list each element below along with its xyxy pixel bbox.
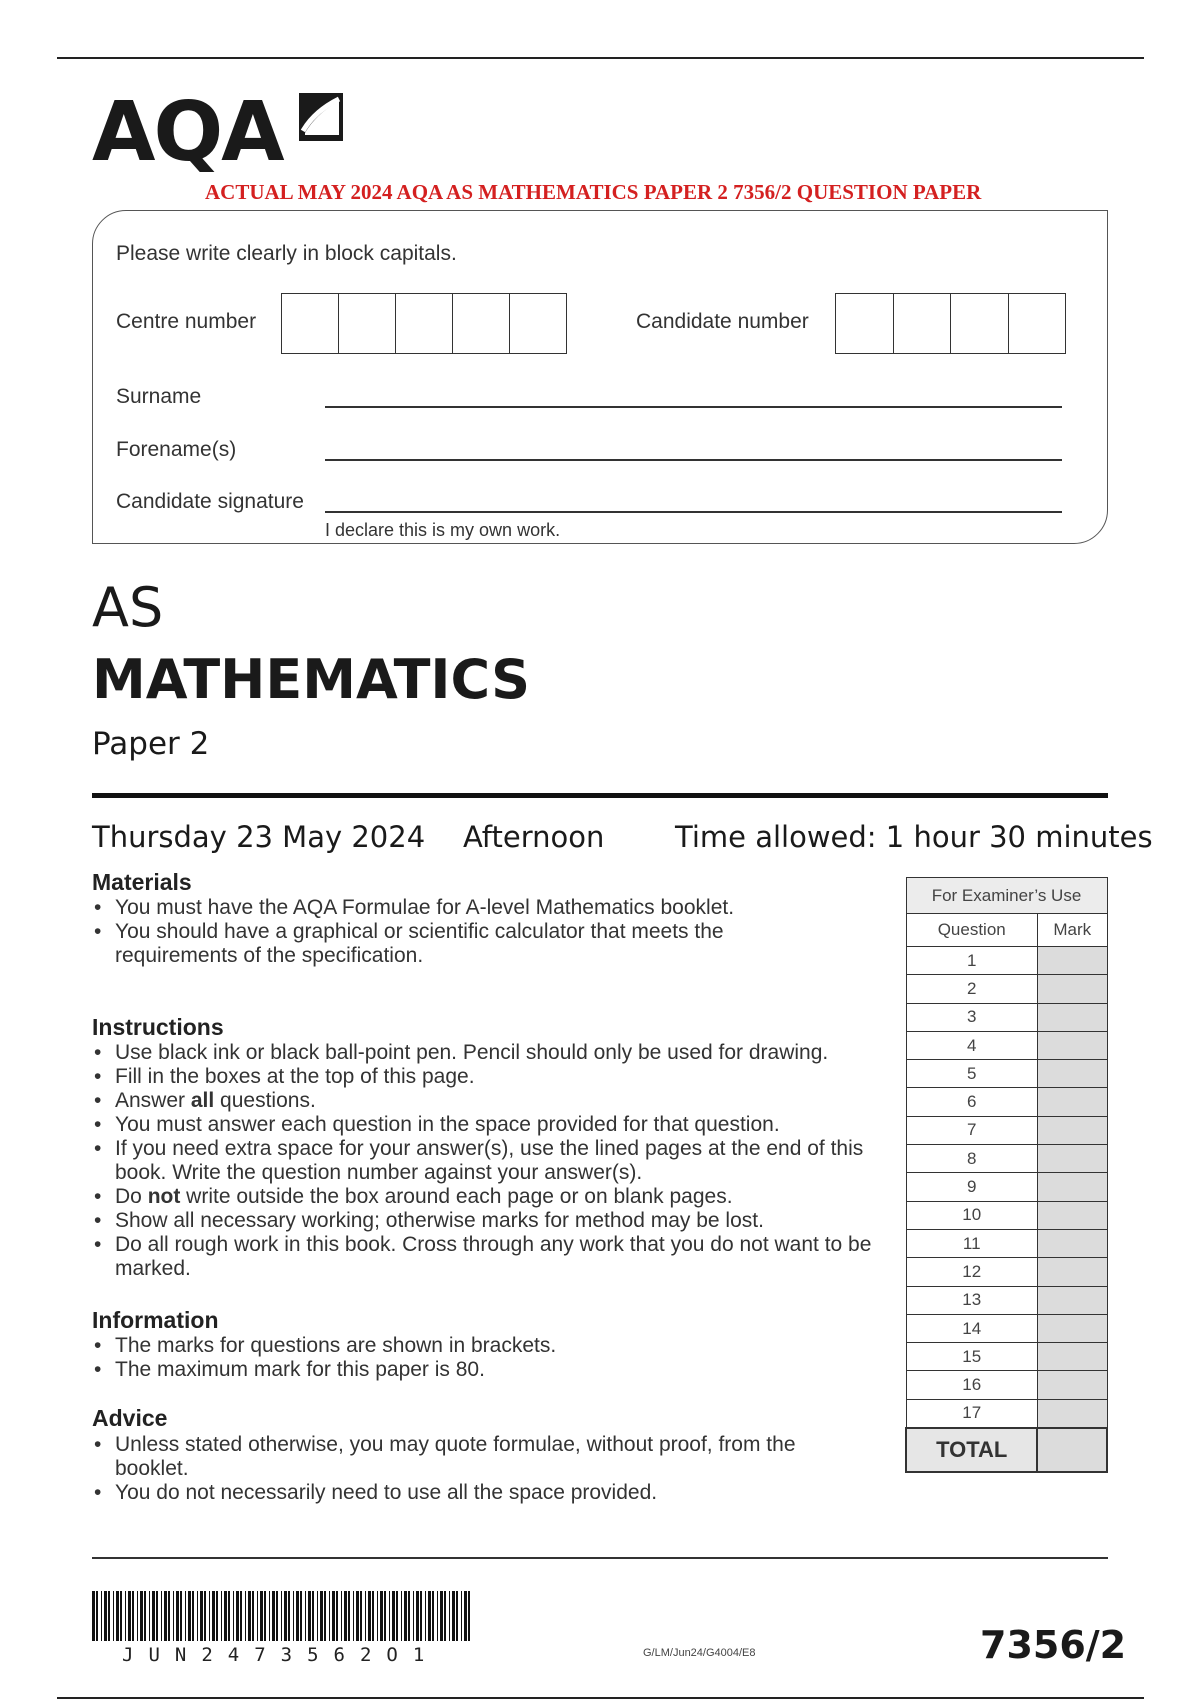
- exam-session: Afternoon: [463, 820, 605, 854]
- barcode-bar: [444, 1591, 446, 1641]
- barcode-bar: [284, 1591, 287, 1641]
- table-row: [906, 975, 1107, 1003]
- centre-digit-box[interactable]: [396, 294, 453, 353]
- mark-cell: [1037, 1286, 1107, 1314]
- candidate-number-label: Candidate number: [636, 310, 809, 333]
- candidate-number-boxes[interactable]: [835, 293, 1066, 354]
- question-number-cell: 16: [906, 1371, 1037, 1399]
- signature-label: Candidate signature: [116, 490, 304, 513]
- barcode-bar: [252, 1591, 254, 1641]
- barcode-bar: [432, 1591, 434, 1641]
- table-row: [906, 947, 1107, 975]
- barcode-bar: [452, 1591, 455, 1641]
- barcode-bar: [113, 1591, 114, 1641]
- barcode-bar: [392, 1591, 395, 1641]
- mark-cell: [1037, 1031, 1107, 1059]
- barcode-bar: [269, 1591, 270, 1641]
- form-instruction: Please write clearly in block capitals.: [116, 242, 457, 265]
- subject-name: MATHEMATICS: [92, 648, 531, 711]
- question-number-cell: 8: [906, 1145, 1037, 1173]
- materials-heading: Materials: [92, 869, 192, 895]
- barcode-bar: [257, 1591, 258, 1641]
- table-row: [906, 1031, 1107, 1059]
- candidate-digit-box[interactable]: [836, 294, 894, 353]
- mark-cell: [1037, 1088, 1107, 1116]
- list-item: • If you need extra space for your answer(s), use the lined pages at the end of this book. Write the question number against your answer(s).: [92, 1137, 882, 1185]
- surname-label: Surname: [116, 385, 202, 408]
- barcode-bar: [353, 1591, 354, 1641]
- exam-date: Thursday 23 May 2024: [92, 820, 426, 854]
- barcode-bar: [120, 1591, 122, 1641]
- list-item: • You do not necessarily need to use all the space provided.: [92, 1481, 812, 1505]
- barcode-bar: [428, 1591, 431, 1641]
- question-number-cell: 12: [906, 1258, 1037, 1286]
- barcode-bar: [348, 1591, 350, 1641]
- barcode-bar: [149, 1591, 150, 1641]
- question-number-cell: 17: [906, 1399, 1037, 1427]
- barcode-bar: [144, 1591, 146, 1641]
- table-row: [906, 1314, 1107, 1342]
- mark-cell: [1037, 1399, 1107, 1427]
- question-column-header: Question: [906, 914, 1037, 947]
- barcode-bar: [356, 1591, 359, 1641]
- barcode-bar: [396, 1591, 398, 1641]
- barcode-bar: [216, 1591, 218, 1641]
- mark-cell: [1037, 1060, 1107, 1088]
- barcode-bar: [240, 1591, 242, 1641]
- mark-column-header: Mark: [1037, 914, 1107, 947]
- time-allowed: Time allowed: 1 hour 30 minutes: [675, 820, 1153, 854]
- barcode-bar: [221, 1591, 222, 1641]
- declaration-text: I declare this is my own work.: [325, 520, 561, 540]
- aqa-logo-mark-icon: [293, 89, 349, 145]
- barcode-bar: [440, 1591, 443, 1641]
- surname-line[interactable]: [325, 406, 1062, 408]
- mark-cell: [1037, 1201, 1107, 1229]
- barcode-bar: [389, 1591, 390, 1641]
- bottom-rule: [57, 1697, 1144, 1699]
- barcode-bar: [420, 1591, 422, 1641]
- barcode-bar: [156, 1591, 158, 1641]
- barcode-bar: [317, 1591, 318, 1641]
- barcode-bar: [212, 1591, 215, 1641]
- mark-cell: [1037, 975, 1107, 1003]
- barcode-bar: [197, 1591, 198, 1641]
- barcode-bar: [449, 1591, 450, 1641]
- barcode-bar: [336, 1591, 338, 1641]
- list-item: • You should have a graphical or scientific calculator that meets the requirements of the specification.: [92, 920, 812, 968]
- barcode-bar: [188, 1591, 191, 1641]
- barcode-bar: [384, 1591, 386, 1641]
- banner-title: ACTUAL MAY 2024 AQA AS MATHEMATICS PAPER 2 7356/2 QUESTION PAPER: [205, 180, 982, 204]
- table-row: [906, 1201, 1107, 1229]
- information-list: [92, 1334, 892, 1382]
- table-row: [906, 1173, 1107, 1201]
- barcode-bar: [380, 1591, 383, 1641]
- barcode-bar: [377, 1591, 378, 1641]
- barcode-bar: [236, 1591, 239, 1641]
- centre-number-boxes[interactable]: [281, 293, 567, 354]
- list-item: • Unless stated otherwise, you may quote formulae, without proof, from the booklet.: [92, 1433, 812, 1481]
- barcode-bar: [360, 1591, 362, 1641]
- barcode-text: JUN2473562O1: [122, 1644, 440, 1666]
- mark-cell: [1037, 1371, 1107, 1399]
- question-number-cell: 9: [906, 1173, 1037, 1201]
- signature-line[interactable]: [325, 511, 1062, 513]
- centre-digit-box[interactable]: [339, 294, 396, 353]
- table-row: [906, 1145, 1107, 1173]
- list-item: • Answer all questions.: [92, 1089, 882, 1113]
- section-divider: [92, 793, 1108, 798]
- barcode-bar: [164, 1591, 167, 1641]
- examiner-use-table: [905, 877, 1108, 1473]
- examiner-table-title: For Examiner’s Use: [906, 878, 1107, 914]
- mark-cell: [1037, 1173, 1107, 1201]
- barcode-bar: [456, 1591, 458, 1641]
- footer-rule: [92, 1557, 1108, 1559]
- question-number-cell: 15: [906, 1343, 1037, 1371]
- candidate-digit-box[interactable]: [894, 294, 952, 353]
- question-number-cell: 2: [906, 975, 1037, 1003]
- barcode-bar: [464, 1591, 467, 1641]
- barcode-bar: [140, 1591, 143, 1641]
- barcode-bar: [320, 1591, 323, 1641]
- barcode-bar: [296, 1591, 299, 1641]
- list-item: • The marks for questions are shown in brackets.: [92, 1334, 892, 1358]
- barcode-bar: [152, 1591, 155, 1641]
- barcode-bar: [209, 1591, 210, 1641]
- table-row: [906, 1258, 1107, 1286]
- barcode-bar: [228, 1591, 230, 1641]
- paper-number: Paper 2: [92, 726, 210, 762]
- mark-cell: [1037, 1229, 1107, 1257]
- table-row: [906, 1060, 1107, 1088]
- materials-list: [92, 896, 812, 968]
- barcode-bar: [132, 1591, 134, 1641]
- barcode-bar: [416, 1591, 419, 1641]
- barcode-bar: [168, 1591, 170, 1641]
- barcode-bar: [308, 1591, 311, 1641]
- barcode-bar: [312, 1591, 314, 1641]
- mark-cell: [1037, 1116, 1107, 1144]
- barcode-bar: [372, 1591, 374, 1641]
- barcode-bar: [128, 1591, 131, 1641]
- barcode-bar: [305, 1591, 306, 1641]
- table-row: [906, 1371, 1107, 1399]
- list-item: • The maximum mark for this paper is 80.: [92, 1358, 892, 1382]
- table-row: [906, 1399, 1107, 1427]
- total-mark-cell: [1037, 1428, 1107, 1472]
- candidate-digit-box[interactable]: [951, 294, 1009, 353]
- barcode-bar: [324, 1591, 326, 1641]
- barcode-bar: [401, 1591, 402, 1641]
- top-rule: [57, 57, 1144, 59]
- table-row: [906, 1286, 1107, 1314]
- list-item: • Fill in the boxes at the top of this page.: [92, 1065, 882, 1089]
- barcode-bar: [288, 1591, 290, 1641]
- barcode-bar: [341, 1591, 342, 1641]
- barcode-bar: [233, 1591, 234, 1641]
- mark-cell: [1037, 1343, 1107, 1371]
- candidate-digit-box[interactable]: [1009, 294, 1066, 353]
- barcode-bar: [413, 1591, 414, 1641]
- list-item: • Do all rough work in this book. Cross through any work that you do not want to be marked.: [92, 1233, 882, 1281]
- instructions-heading: Instructions: [92, 1014, 224, 1040]
- advice-heading: Advice: [92, 1405, 168, 1431]
- question-number-cell: 14: [906, 1314, 1037, 1342]
- barcode-bar: [425, 1591, 426, 1641]
- information-heading: Information: [92, 1307, 219, 1333]
- question-number-cell: 11: [906, 1229, 1037, 1257]
- barcode-bar: [204, 1591, 206, 1641]
- barcode-bar: [248, 1591, 251, 1641]
- forename-label: Forename(s): [116, 438, 237, 461]
- question-number-cell: 1: [906, 947, 1037, 975]
- barcode-bar: [344, 1591, 347, 1641]
- forename-line[interactable]: [325, 459, 1062, 461]
- barcode-bar: [101, 1591, 102, 1641]
- barcode-bar: [173, 1591, 174, 1641]
- barcode-bar: [104, 1591, 107, 1641]
- table-row: [906, 1343, 1107, 1371]
- table-row: [906, 1229, 1107, 1257]
- mark-cell: [1037, 1258, 1107, 1286]
- centre-digit-box[interactable]: [453, 294, 510, 353]
- barcode-bar: [161, 1591, 162, 1641]
- question-number-cell: 7: [906, 1116, 1037, 1144]
- barcode-bar: [180, 1591, 182, 1641]
- barcode-bar: [332, 1591, 335, 1641]
- question-number-cell: 3: [906, 1003, 1037, 1031]
- barcode-bar: [224, 1591, 227, 1641]
- document-reference: G/LM/Jun24/G4004/E8: [643, 1647, 756, 1659]
- barcode-bar: [125, 1591, 126, 1641]
- barcode-bar: [192, 1591, 194, 1641]
- barcode-icon: [92, 1591, 475, 1641]
- barcode-bar: [368, 1591, 371, 1641]
- list-item: • Show all necessary working; otherwise marks for method may be lost.: [92, 1209, 882, 1233]
- barcode-bar: [365, 1591, 366, 1641]
- question-number-cell: 4: [906, 1031, 1037, 1059]
- mark-cell: [1037, 1003, 1107, 1031]
- subject-level: AS: [92, 576, 164, 639]
- list-item: • Use black ink or black ball-point pen. Pencil should only be used for drawing.: [92, 1041, 882, 1065]
- table-row: [906, 1003, 1107, 1031]
- table-row: [906, 1088, 1107, 1116]
- question-number-cell: 13: [906, 1286, 1037, 1314]
- mark-cell: [1037, 947, 1107, 975]
- barcode-bar: [437, 1591, 438, 1641]
- centre-number-label: Centre number: [116, 310, 257, 333]
- barcode-bar: [468, 1591, 470, 1641]
- barcode-bar: [461, 1591, 462, 1641]
- list-item: • Do not write outside the box around each page or on blank pages.: [92, 1185, 882, 1209]
- barcode-bar: [185, 1591, 186, 1641]
- question-number-cell: 10: [906, 1201, 1037, 1229]
- barcode-bar: [329, 1591, 330, 1641]
- barcode-bar: [404, 1591, 407, 1641]
- logo-text: AQA: [92, 85, 283, 180]
- barcode-bar: [96, 1591, 98, 1641]
- table-row: [906, 1116, 1107, 1144]
- centre-digit-box[interactable]: [510, 294, 566, 353]
- barcode-bar: [272, 1591, 275, 1641]
- centre-digit-box[interactable]: [282, 294, 339, 353]
- question-number-cell: 6: [906, 1088, 1037, 1116]
- barcode-bar: [408, 1591, 410, 1641]
- list-item: • You must answer each question in the space provided for that question.: [92, 1113, 882, 1137]
- advice-list: [92, 1433, 812, 1505]
- instructions-list: [92, 1041, 882, 1281]
- barcode-bar: [260, 1591, 263, 1641]
- barcode-bar: [108, 1591, 110, 1641]
- barcode-bar: [116, 1591, 119, 1641]
- barcode-bar: [276, 1591, 278, 1641]
- mark-cell: [1037, 1314, 1107, 1342]
- barcode-bar: [200, 1591, 203, 1641]
- barcode-bar: [264, 1591, 266, 1641]
- paper-code: 7356/2: [980, 1623, 1127, 1667]
- barcode-bar: [176, 1591, 179, 1641]
- barcode-bar: [281, 1591, 282, 1641]
- mark-cell: [1037, 1145, 1107, 1173]
- barcode-bar: [92, 1591, 95, 1641]
- total-label: TOTAL: [906, 1428, 1037, 1472]
- question-number-cell: 5: [906, 1060, 1037, 1088]
- barcode-bar: [245, 1591, 246, 1641]
- barcode-bar: [293, 1591, 294, 1641]
- barcode-bar: [300, 1591, 302, 1641]
- barcode-bar: [137, 1591, 138, 1641]
- list-item: • You must have the AQA Formulae for A-level Mathematics booklet.: [92, 896, 812, 920]
